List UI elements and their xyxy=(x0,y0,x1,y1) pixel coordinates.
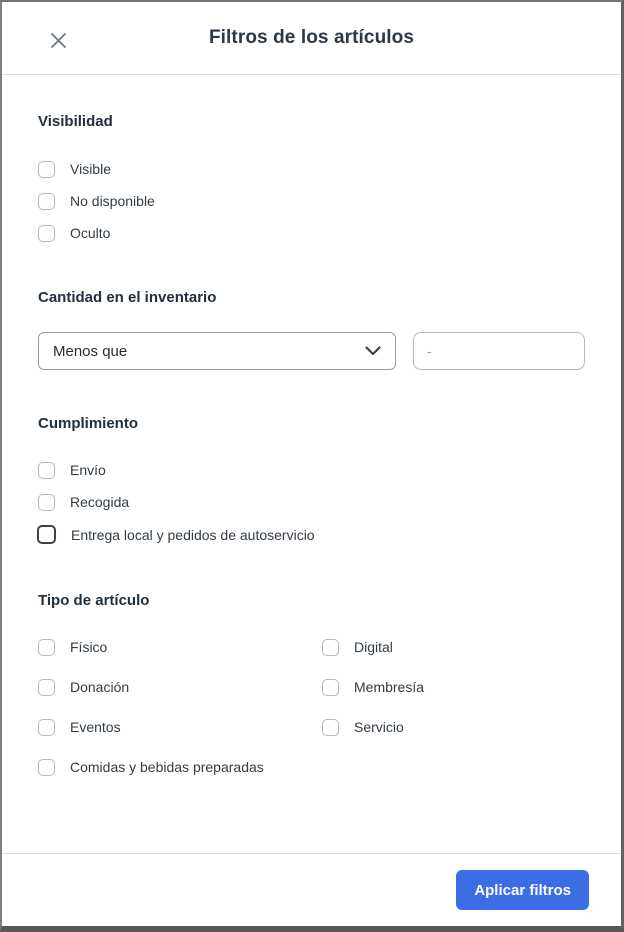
section-heading-item-type: Tipo de artículo xyxy=(38,592,150,609)
checkbox-row-recogida[interactable] xyxy=(38,493,585,511)
checkbox-envio[interactable] xyxy=(38,462,55,479)
checkbox-label: Donación xyxy=(70,679,130,695)
checkbox-row-oculto[interactable] xyxy=(38,224,585,242)
checkbox-row-envio[interactable] xyxy=(38,461,585,479)
checkbox-label: Visible xyxy=(70,161,111,177)
checkbox-row-visible[interactable] xyxy=(38,160,585,178)
close-icon xyxy=(50,32,67,49)
checkbox-row-membresia[interactable] xyxy=(322,678,585,696)
checkbox-visible[interactable] xyxy=(38,161,55,178)
modal-header xyxy=(2,2,621,75)
chevron-down-icon xyxy=(365,346,381,356)
select-value: Menos que xyxy=(53,342,128,360)
checkbox-label: Físico xyxy=(70,639,108,655)
checkbox-no-disponible[interactable] xyxy=(38,193,55,210)
checkbox-membresia[interactable] xyxy=(322,679,339,696)
section-heading-visibility: Visibilidad xyxy=(38,113,113,130)
checkbox-label: Servicio xyxy=(354,719,404,735)
checkbox-row-digital[interactable] xyxy=(322,638,585,656)
checkbox-recogida[interactable] xyxy=(38,494,55,511)
checkbox-eventos[interactable] xyxy=(38,719,55,736)
apply-filters-button[interactable]: Aplicar filtros xyxy=(456,870,589,910)
close-button[interactable] xyxy=(46,28,70,52)
inventory-comparator-select[interactable] xyxy=(38,332,396,370)
checkbox-row-fisico[interactable] xyxy=(38,638,322,656)
checkbox-row-no-disponible[interactable] xyxy=(38,192,585,210)
modal-body xyxy=(2,75,621,853)
inventory-controls xyxy=(38,332,585,370)
section-heading-fulfillment: Cumplimiento xyxy=(38,415,138,432)
section-heading-inventory: Cantidad en el inventario xyxy=(38,289,217,306)
page-title: Filtros de los artículos xyxy=(208,27,415,48)
checkbox-label: Comidas y bebidas preparadas xyxy=(70,759,264,775)
checkbox-label: Digital xyxy=(354,639,393,655)
checkbox-digital[interactable] xyxy=(322,639,339,656)
checkbox-label: Oculto xyxy=(70,225,111,241)
checkbox-donacion[interactable] xyxy=(38,679,55,696)
checkbox-row-donacion[interactable] xyxy=(38,678,322,696)
checkbox-label: No disponible xyxy=(70,193,155,209)
checkbox-label: Membresía xyxy=(354,679,425,695)
checkbox-label: Entrega local y pedidos de autoservicio xyxy=(71,526,315,543)
checkbox-comidas[interactable] xyxy=(38,759,55,776)
checkbox-label: Envío xyxy=(70,462,106,478)
checkbox-label: Recogida xyxy=(70,494,130,510)
checkbox-oculto[interactable] xyxy=(38,225,55,242)
checkbox-label: Eventos xyxy=(70,719,121,735)
checkbox-servicio[interactable] xyxy=(322,719,339,736)
checkbox-row-servicio[interactable] xyxy=(322,718,585,736)
item-type-grid xyxy=(38,638,585,776)
checkbox-row-comidas[interactable] xyxy=(38,758,322,776)
checkbox-fisico[interactable] xyxy=(38,639,55,656)
checkbox-row-entrega-local[interactable] xyxy=(38,525,585,544)
modal-footer xyxy=(2,853,621,926)
checkbox-row-eventos[interactable] xyxy=(38,718,322,736)
inventory-quantity-input[interactable] xyxy=(413,332,585,370)
checkbox-entrega-local[interactable] xyxy=(37,525,56,544)
